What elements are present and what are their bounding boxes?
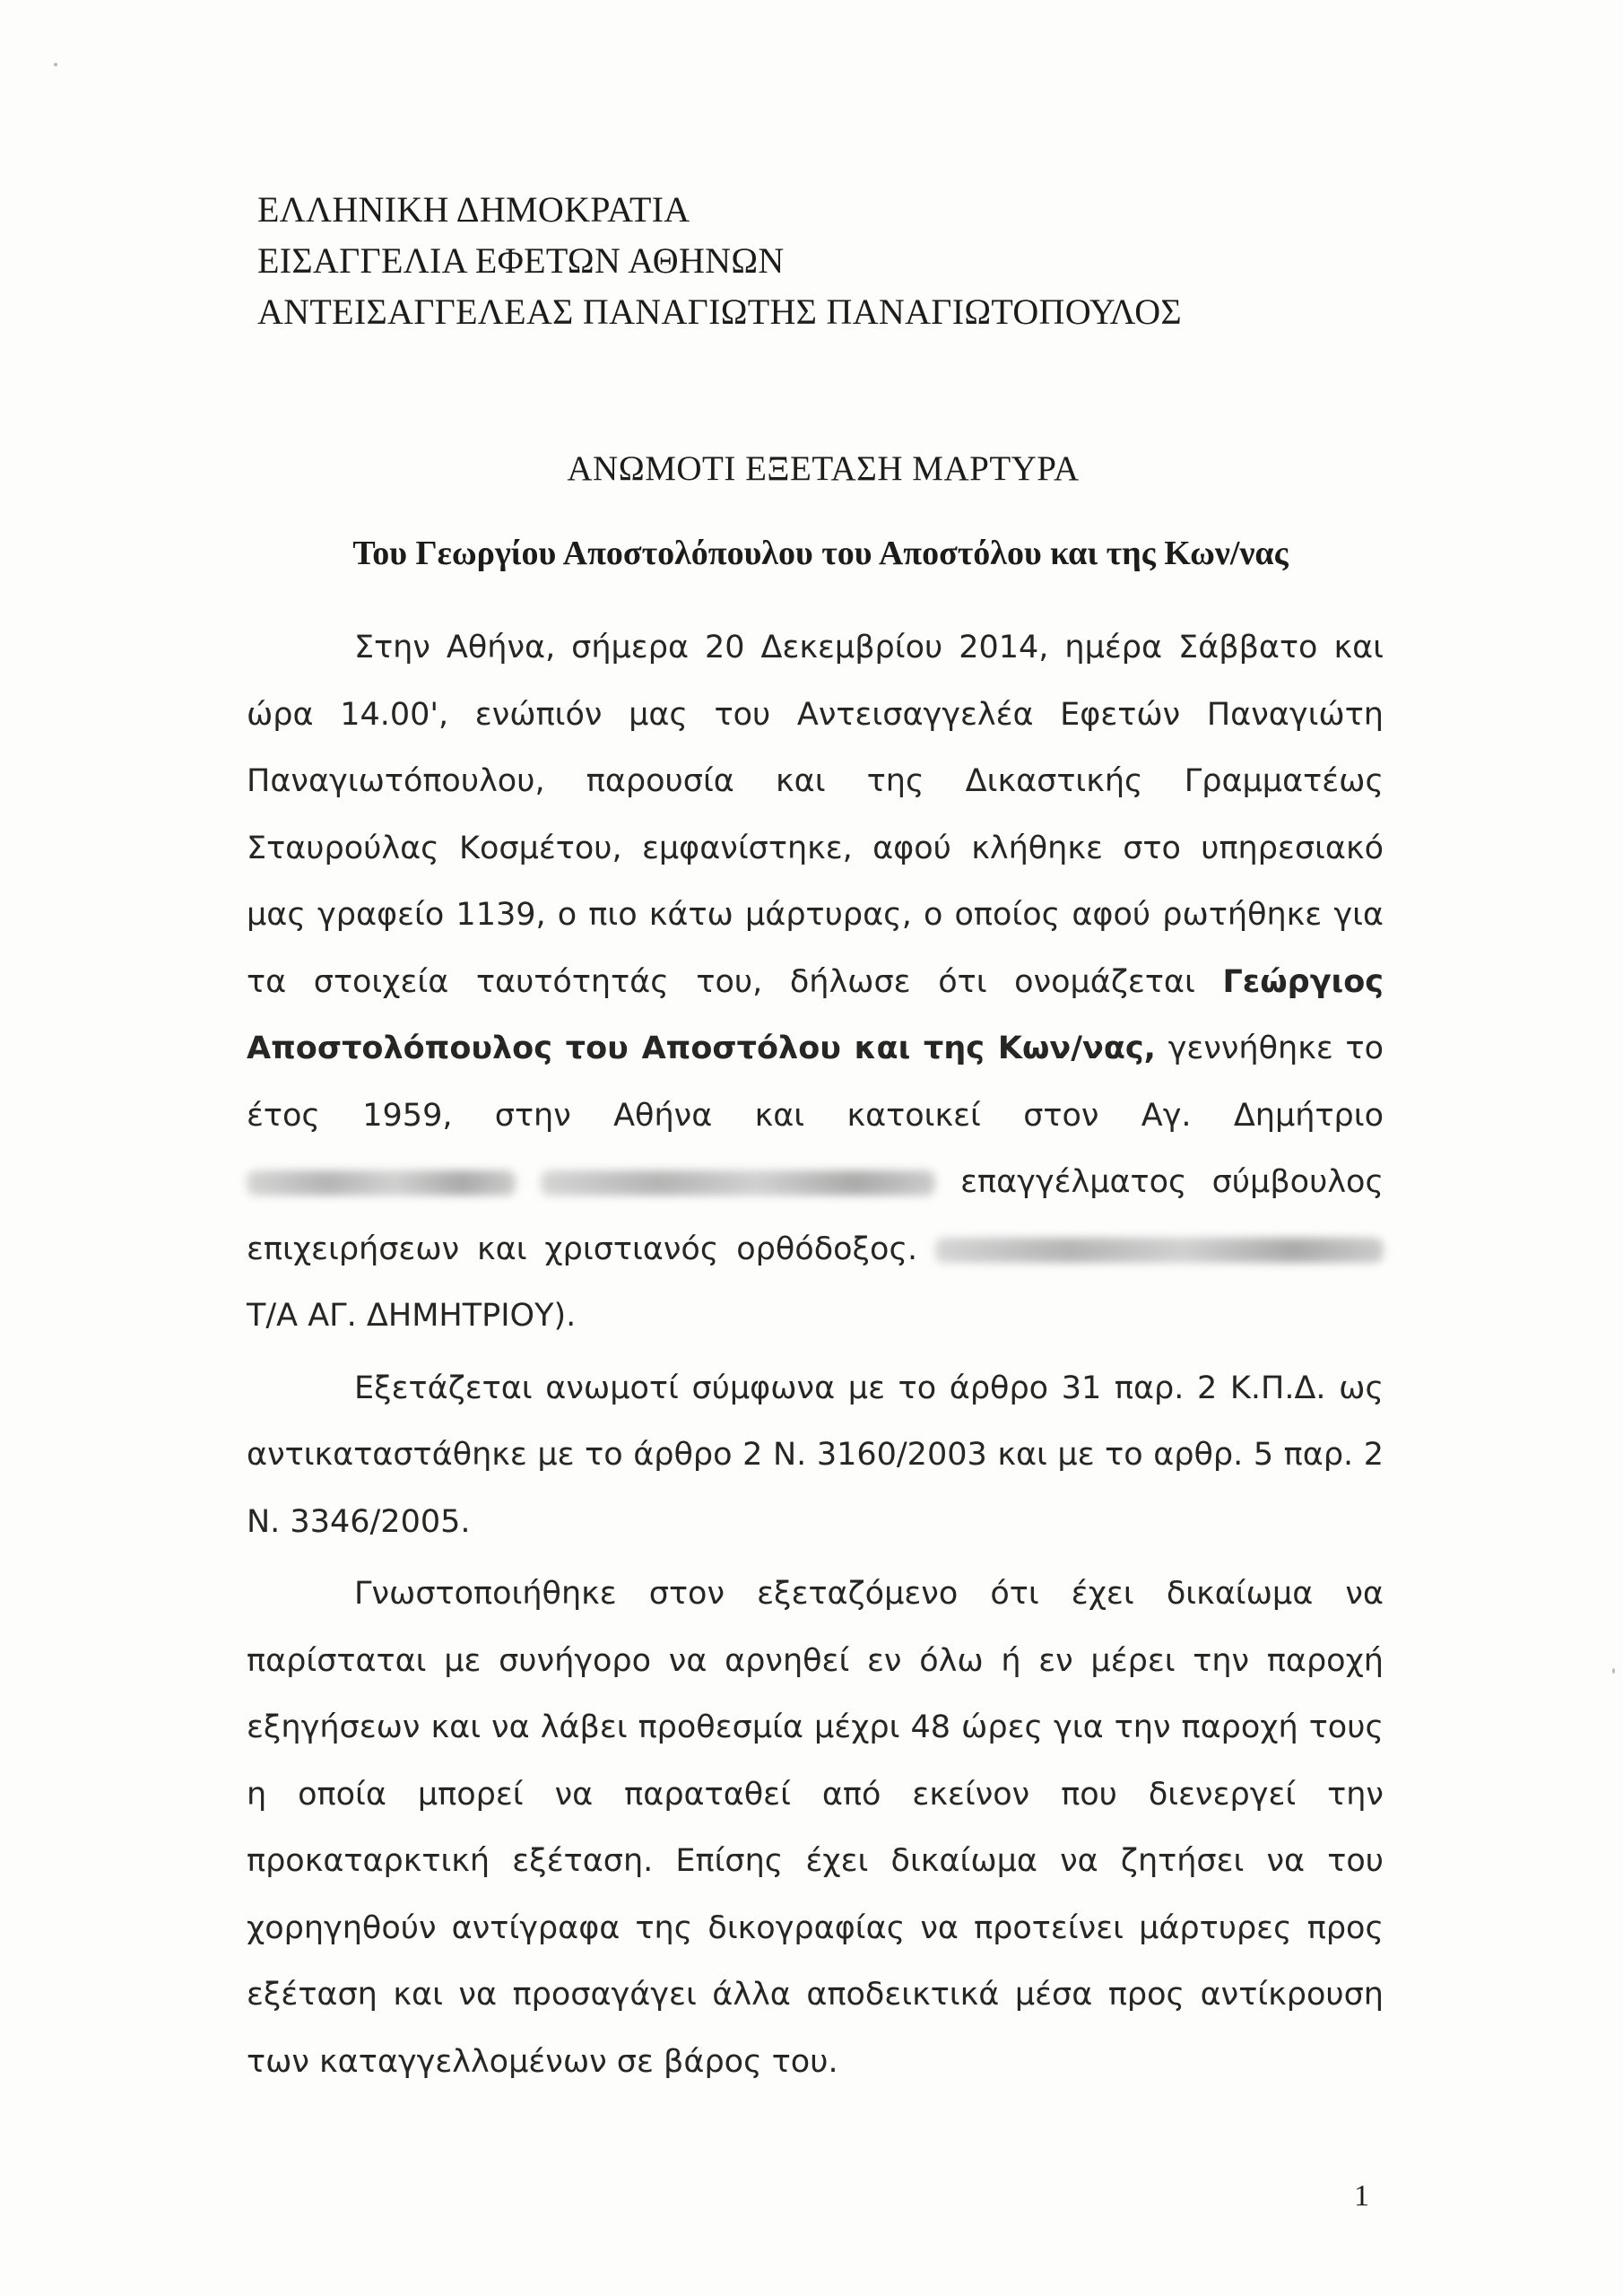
paragraph-rights: Γνωστοποιήθηκε στον εξεταζόμενο ότι έχει δικαίωμα να παρίσταται με συνήγορο να αρνηθεί εν όλω ή εν μέρει την παροχή εξηγήσεων και να λάβει προθεσμία μέχρι 48 ώρες για την παροχή τους η οποία μπορεί να παραταθεί από εκείνον που διενεργεί την προκαταρκτική εξέταση. Επίσης έχει δικαίωμα να ζητήσει να του χορηγηθούν αντίγραφα της δικογραφίας να προτείνει μάρτυρες προς εξέταση και να προσαγάγει άλλα αποδεικτικά μέσα προς αντίκρουση των καταγγελλομένων σε βάρος του. [247, 1576, 1384, 2080]
id-authority-text: Τ/Α ΑΓ. ΔΗΜΗΤΡΙΟΥ). [247, 1298, 577, 1334]
document-title-text: ΑΝΩΜΟΤΙ ΕΞΕΤΑΣΗ ΜΑΡΤΥΡΑ [567, 449, 1080, 488]
paragraph-legal-basis: Εξετάζεται ανωμοτί σύμφωνα με το άρθρο 31 παρ. 2 Κ.Π.Δ. ως αντικαταστάθηκε με το άρθρο 2 Ν. 3160/2003 και με το αρθρ. 5 παρ. 2 Ν. 3346/2005. [247, 1370, 1384, 1540]
document-body [247, 614, 1384, 2095]
redacted-phone [541, 1170, 935, 1196]
birth-residence-text: γεννήθηκε το έτος 1959, στην Αθήνα και κατοικεί στον Αγ. Δημήτριο [247, 1031, 1384, 1134]
header-prosecutor: ΑΝΤΕΙΣΑΓΓΕΛΕΑΣ ΠΑΝΑΓΙΩΤΗΣ ΠΑΝΑΓΙΩΤΟΠΟΥΛΟΣ [257, 291, 1182, 332]
scan-speck [54, 63, 57, 66]
document-header [257, 184, 1182, 337]
redacted-address [247, 1170, 516, 1196]
witness-subtitle [0, 534, 1623, 573]
scan-speck [1612, 1668, 1615, 1674]
header-country: ΕΛΛΗΝΙΚΗ ΔΗΜΟΚΡΑΤΙΑ [257, 189, 690, 230]
header-office: ΕΙΣΑΓΓΕΛΙΑ ΕΦΕΤΩΝ ΑΘΗΝΩΝ [257, 240, 785, 281]
opening-text: Στην Αθήνα, σήμερα 20 Δεκεμβρίου 2014, ημέρα Σάββατο και ώρα 14.00', ενώπιόν μας του Αντεισαγγελέα Εφετών Παναγιώτη Παναγιωτόπουλου, παρουσία και της Δικαστικής Γραμματέως Σταυρούλας Κοσμέτου, εμφανίστηκε, αφού κλήθηκε στο υπηρεσιακό μας γραφείο 1139, ο πιο κάτω μάρτυρας, ο οποίος αφού ρωτήθηκε για τα στοιχεία ταυτότητάς του, δήλωσε ότι ονομάζεται [247, 630, 1384, 1000]
redacted-id-number [935, 1238, 1384, 1263]
document-title [0, 448, 1623, 489]
paragraph-opening [247, 614, 1384, 1350]
witness-subtitle-text: Του Γεωργίου Αποστολόπουλου του Αποστόλου και της Κων/νας [352, 535, 1289, 572]
witness-name: Γεώργιος Αποστολόπουλος του Αποστόλου και της Κων/νας, [247, 963, 1384, 1066]
page-number: 1 [1354, 2179, 1369, 2213]
profession-text: επαγγέλματος σύμβουλος επιχειρήσεων και χριστιανός ορθόδοξος. [247, 1164, 1384, 1267]
